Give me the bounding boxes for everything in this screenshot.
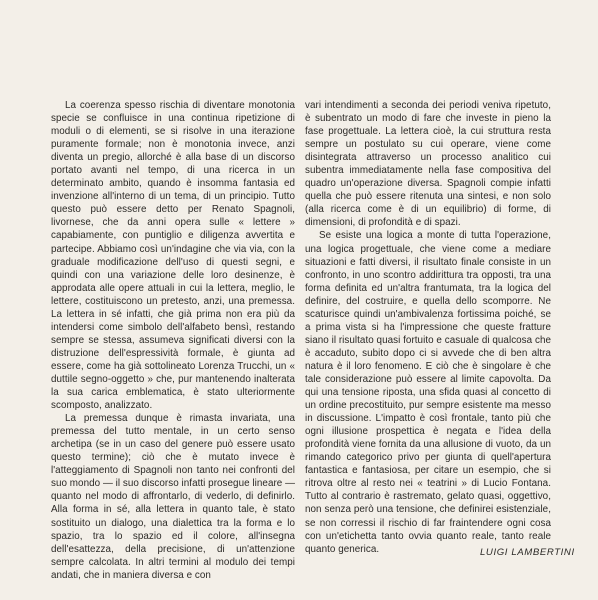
text-column-right xyxy=(305,99,551,556)
paragraph: La premessa dunque è rimasta invariata, una premessa del tutto mentale, in un certo senso archetipa (se in un caso del genere può essere usato questo termine); ciò che è mutato invece è l'atteggiamento di Spagnoli non tanto nei confronti del suo mondo — il suo discorso infatti prosegue lineare — quanto nel modo di affrontarlo, di vederlo, di definirlo. Alla forma in sé, alla lettera in quanto tale, è stato sostituito un dialogo, una dialettica tra la forma e lo spazio, tra lo spazio ed il colore, all'insegna dell'esattezza, della precisione, di un'attenzione sempre calcolata. In altri termini al modulo dei tempi andati, che in maniera diversa e con xyxy=(51,413,295,581)
paragraph-continued: vari intendimenti a seconda dei periodi veniva ripetuto, è subentrato un modo di fare che investe in pieno la fase progettuale. La lettera cioè, la cui struttura resta sempre un postulato su cui operare, viene come disintegrata attraverso un processo analitico cui subentra immediatamente nella fase compositiva del quadro un'operazione diversa. Spagnoli compie infatti quella che può essere ritenuta una sintesi, e non solo (alla ricerca come è di un equilibrio) di forme, di dimensioni, di profondità e di spazi. xyxy=(305,100,551,229)
paragraph: La coerenza spesso rischia di diventare monotonia specie se confluisce in una continua ripetizione di moduli o di elementi, se si risolve in una iterazione puramente formale; non è monotonia invece, anzi diventa un pregio, allorché è alla base di un discorso portato avanti nel tempo, di una ricerca in un determinato ambito, quando è insomma fantasia ed invenzione all'interno di un tema, di un principio. Tutto questo può essere detto per Renato Spagnoli, livornese, che da anni opera sulle « lettere » capabiamente, con puntiglio e diligenza avvertita e partecipe. Abbiamo così un'indagine che via via, con la graduale modificazione dell'uso di questi segni, e quindi con una variazione delle loro desinenze, è approdata alle opere attuali in cui la lettera, meglio, le lettere, costituiscono un pretesto, anzi, una premessa. La lettera in sé infatti, che già prima non era più da intendersi come simbolo dell'alfabeto bensì, restando sempre se stessa, assumeva significati diversi con la distruzione dell'espressività formale, è giunta ad essere, come ha già sottolineato Lorenza Trucchi, un « duttile segno-oggetto » che, pur mantenendo inalterata la sua carica emblematica, è stato ulteriormente scomposto, analizzato. xyxy=(51,100,295,412)
author-signature: LUIGI LAMBERTINI xyxy=(480,547,575,558)
text-column-left xyxy=(51,99,295,582)
paragraph: Se esiste una logica a monte di tutta l'operazione, una logica progettuale, che viene come a mediare situazioni e fatti diversi, il risultato finale consiste in un confronto, in uno scontro addirittura tra opposti, tra una forma definita ed un'altra frantumata, tra la logica del definire, del costruire, e quella dello scomporre. Ne scaturisce quindi un'ambivalenza fortissima poiché, se a prima vista si ha l'impressione che queste fratture siano il risultato quasi fortuito e casuale di qualcosa che è accaduto, subito dopo ci si avvede che di ben altra natura è il loro fenomeno. E ciò che è singolare è che tale considerazione può essere al limite capovolta. Da qui una tensione riposta, una sfida quasi al concetto di un ordine precostituito, pur sempre esistente ma messo in discussione. L'impatto è così frontale, tanto più che ogni illusione prospettica è negata e l'idea della profondità viene fornita da una allusione di vuoto, da un rimando categorico privo per giunta di quell'apertura fantastica e fantasiosa, per citare un esempio, che si ritrova oltre al resto nei « teatrini » di Lucio Fontana. Tutto al contrario è rastremato, gelato quasi, oggettivo, non senza però una tensione, che definirei esistenziale, se non corressi il rischio di far fraintendere ogni cosa con un'etichetta tanto ovvia quanto reale, tanto reale quanto generica. xyxy=(305,230,551,555)
